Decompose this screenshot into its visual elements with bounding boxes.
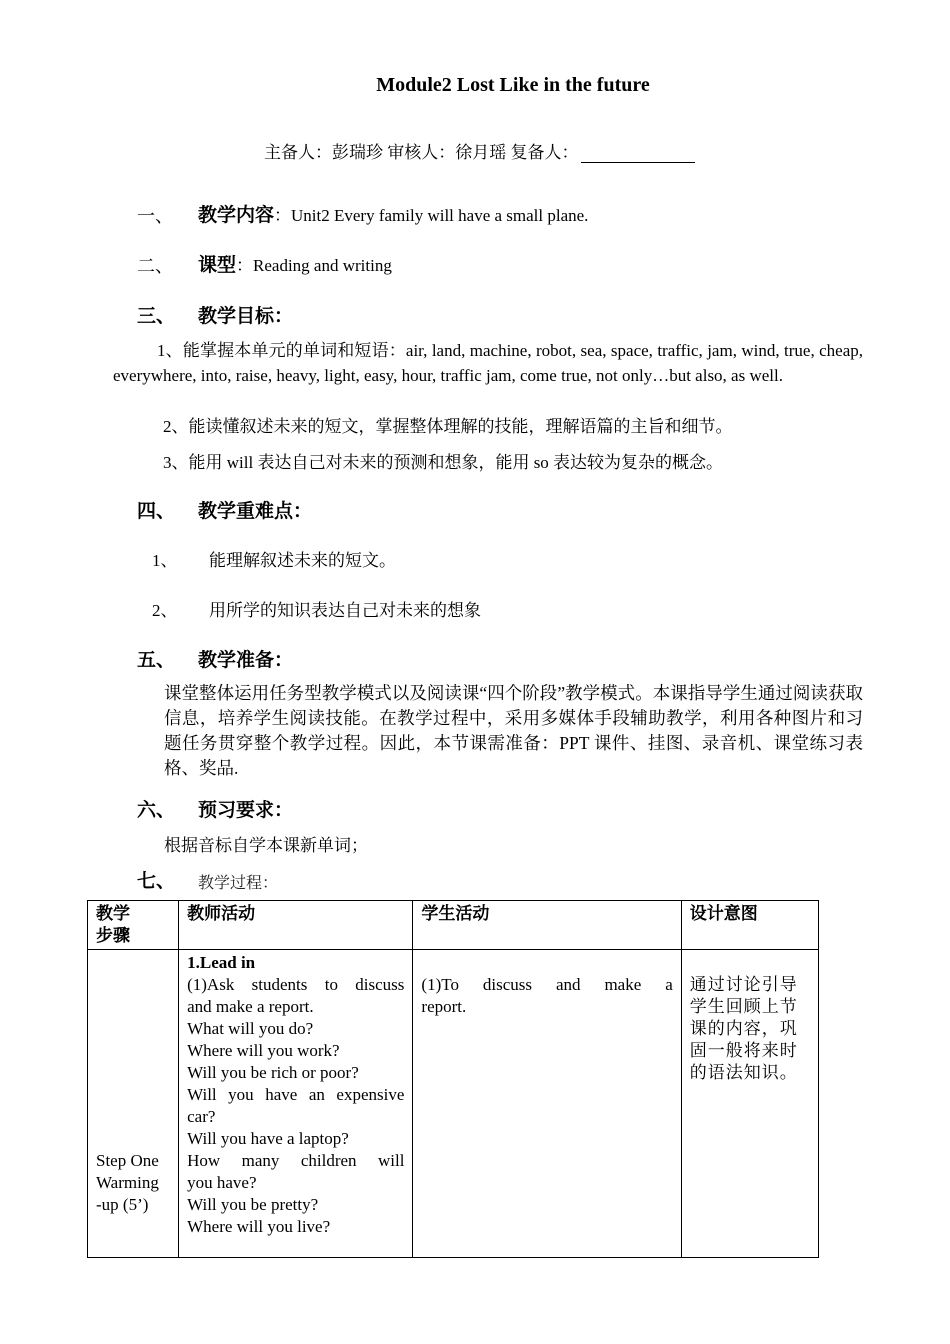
- step-line: Warming: [96, 1172, 159, 1192]
- teacher-activity-line: Will you be pretty?: [187, 1195, 319, 1214]
- preview-text: 根据音标自学本课新单词；: [164, 836, 368, 855]
- step-line: Step One: [96, 1150, 159, 1170]
- page-title: Module2 Lost Like in the future: [376, 74, 650, 96]
- teacher-activity-line: How many children will: [187, 1151, 405, 1170]
- section-6-number: 六、: [137, 800, 176, 821]
- teacher-activity-line: car?: [187, 1107, 216, 1126]
- section-1-heading: 教学内容: [198, 205, 275, 226]
- teacher-activity-line: Will you have a laptop?: [187, 1129, 349, 1148]
- teacher-activity-line: Will you have an expensive: [187, 1085, 405, 1104]
- section-7-number: 七、: [137, 871, 176, 892]
- teacher-activity-line: you have?: [187, 1173, 257, 1192]
- section-1-text: ：Unit2 Every family will have a small plane.: [274, 206, 589, 225]
- header-student: 学生活动: [413, 901, 681, 950]
- difficulty-1-text: 能理解叙述未来的短文。: [209, 551, 396, 570]
- teacher-activity-line: and make a report.: [187, 997, 314, 1016]
- section-4-heading: 教学重难点：: [198, 501, 313, 522]
- step-line: -up (5’): [96, 1194, 149, 1214]
- design-intent-text: 通过讨论引导学生回顾上节课的内容，巩固一般将来时的语法知识。: [689, 975, 798, 1082]
- table-header-row: [88, 901, 819, 950]
- header-intent: 设计意图: [681, 901, 818, 950]
- teacher-activity-title: 1.Lead in: [187, 953, 256, 972]
- student-activity-line: (1)To discuss and make a: [421, 975, 673, 994]
- section-2-heading: 课型: [198, 255, 237, 276]
- preparers-line: [264, 138, 695, 163]
- section-2: [198, 250, 392, 277]
- difficulty-1-number: 1、: [152, 551, 178, 570]
- section-7-heading: 教学过程：: [198, 875, 279, 892]
- teacher-activity-line: Where will you work?: [187, 1041, 340, 1060]
- difficulty-2-number: 2、: [152, 601, 178, 620]
- step-cell: [88, 950, 179, 1258]
- teacher-activity-line: What will you do?: [187, 1019, 314, 1038]
- header-step: 教学步骤: [88, 901, 179, 950]
- design-intent-cell: [681, 950, 818, 1258]
- section-5-heading: 教学准备：: [198, 650, 294, 671]
- difficulty-2-text: 用所学的知识表达自己对未来的想象: [209, 601, 481, 620]
- section-1-number: 一、: [137, 206, 173, 226]
- student-activity-cell: [413, 950, 681, 1258]
- teacher-activity-line: (1)Ask students to discuss: [187, 975, 405, 994]
- section-6-heading: 预习要求：: [198, 800, 294, 821]
- teacher-activity-line: Will you be rich or poor?: [187, 1063, 359, 1082]
- teacher-activity-cell: [179, 950, 413, 1258]
- header-teacher: 教师活动: [179, 901, 413, 950]
- section-1: [198, 200, 588, 227]
- table-row: [88, 950, 819, 1258]
- objective-1: 1、能掌握本单元的单词和短语：air, land, machine, robot, sea, space, traffic, jam, wind, true, cheap, everywhere, into, raise, heavy, light, easy, hour, traffic jam, come true, not only…but also, as well.: [113, 341, 863, 385]
- objective-3: 3、能用 will 表达自己对未来的预测和想象，能用 so 表达较为复杂的概念。: [163, 453, 724, 472]
- section-2-number: 二、: [137, 256, 173, 276]
- section-5-number: 五、: [137, 650, 176, 671]
- section-3-heading: 教学目标：: [198, 306, 294, 327]
- preparers-text: 主备人：彭瑞珍 审核人：徐月瑶 复备人：: [264, 143, 579, 162]
- preparation-text: 课堂整体运用任务型教学模式以及阅读课“四个阶段”教学模式。本课指导学生通过阅读获取信息，培养学生阅读技能。在教学过程中，采用多媒体手段辅助教学，利用各种图片和习题任务贯穿整个教学过程。因此，本节课需准备：PPT 课件、挂图、录音机、课堂练习表格、奖品.: [164, 683, 863, 778]
- reviewer-blank: [581, 146, 695, 163]
- lesson-plan-table: [87, 900, 819, 1258]
- section-4-number: 四、: [137, 501, 176, 522]
- objective-2: 2、能读懂叙述未来的短文，掌握整体理解的技能，理解语篇的主旨和细节。: [163, 417, 733, 436]
- section-2-text: ：Reading and writing: [236, 256, 392, 275]
- section-3-number: 三、: [137, 306, 176, 327]
- teacher-activity-line: Where will you live?: [187, 1217, 331, 1236]
- student-activity-line: report.: [421, 997, 467, 1016]
